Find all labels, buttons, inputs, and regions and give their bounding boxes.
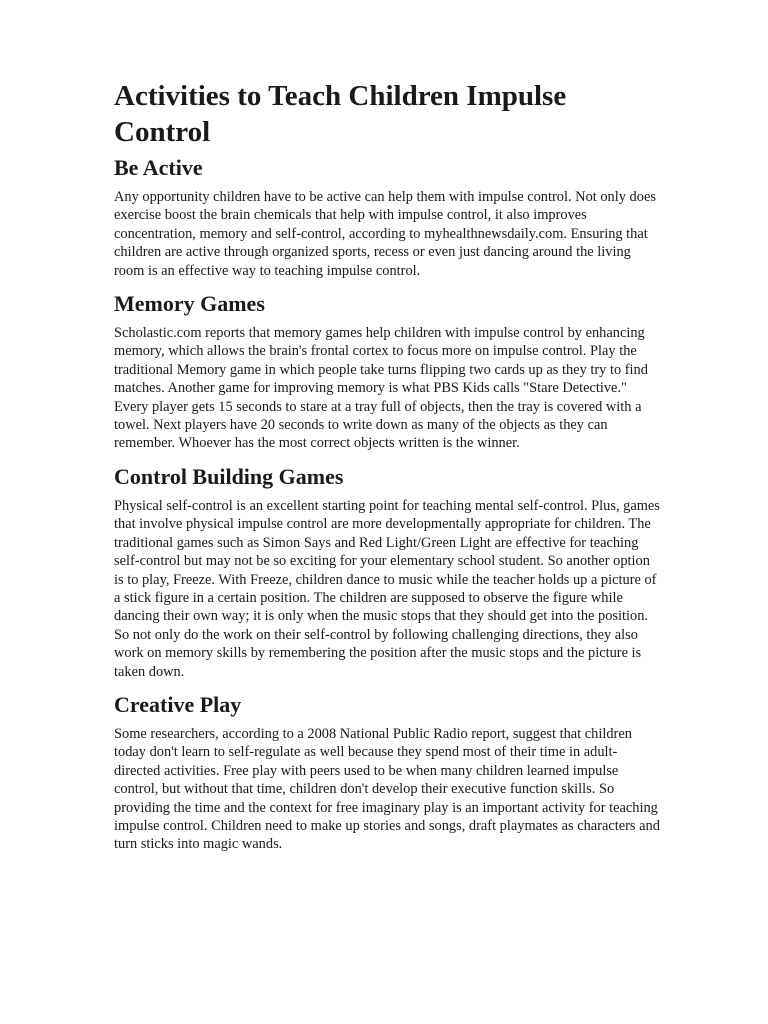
section-paragraph: Any opportunity children have to be active can help them with impulse control. Not only does exercise boost the brain chemicals that help with impulse control, it also improves concentration, memory and self-control, according to myhealthnewsdaily.com. Ensuring that children are active through organized sports, recess or even just dancing around the living room is an effective way to teaching impulse control. <box>114 189 656 279</box>
section-heading: Be Active <box>114 155 203 180</box>
document-page <box>114 78 660 864</box>
section-paragraph: Physical self-control is an excellent starting point for teaching mental self-control. Plus, games that involve physical impulse control are more developmentally appropriate for children. The traditional games such as Simon Says and Red Light/Green Light are effective for teaching self-control but may not be so exciting for your elementary school student. So another option is to play, Freeze. With Freeze, children dance to music while the teacher holds up a picture of a stick figure in a certain position. The children are supposed to observe the figure while dancing their own way; it is only when the music stops that they should get into the position. So not only do the work on their self-control by following challenging directions, they also work on memory skills by remembering the position after the music stops and the picture is taken down. <box>114 497 660 680</box>
section-paragraph: Scholastic.com reports that memory games help children with impulse control by enhancing memory, which allows the brain's frontal cortex to focus more on impulse control. Play the traditional Memory game in which people take turns flipping two cards up as they try to find matches. Another game for improving memory is what PBS Kids calls "Stare Detective." Every player gets 15 seconds to stare at a tray full of objects, then the tray is covered with a towel. Next players have 20 seconds to write down as many of the objects as they can remember. Whoever has the most correct objects written is the winner. <box>114 325 648 452</box>
section-heading: Creative Play <box>114 691 242 717</box>
section-control-building-games <box>114 463 660 681</box>
section-paragraph: Some researchers, according to a 2008 National Public Radio report, suggest that children today don't learn to self-regulate as well because they spend most of their time in adult-directed activities. Free play with peers used to be when many children learned impulse control, but without that time, children don't develop their executive function skills. So providing the time and the context for free imaginary play is an important activity for teaching impulse control. Children need to make up stories and songs, draft playmates as characters and turn sticks into magic wands. <box>114 725 660 853</box>
section-heading: Control Building Games <box>114 463 344 489</box>
document-title: Activities to Teach Children Impulse Control <box>114 80 567 148</box>
section-creative-play <box>114 691 660 854</box>
section-heading: Memory Games <box>114 291 265 317</box>
section-memory-games <box>114 290 660 453</box>
section-be-active <box>114 154 660 280</box>
